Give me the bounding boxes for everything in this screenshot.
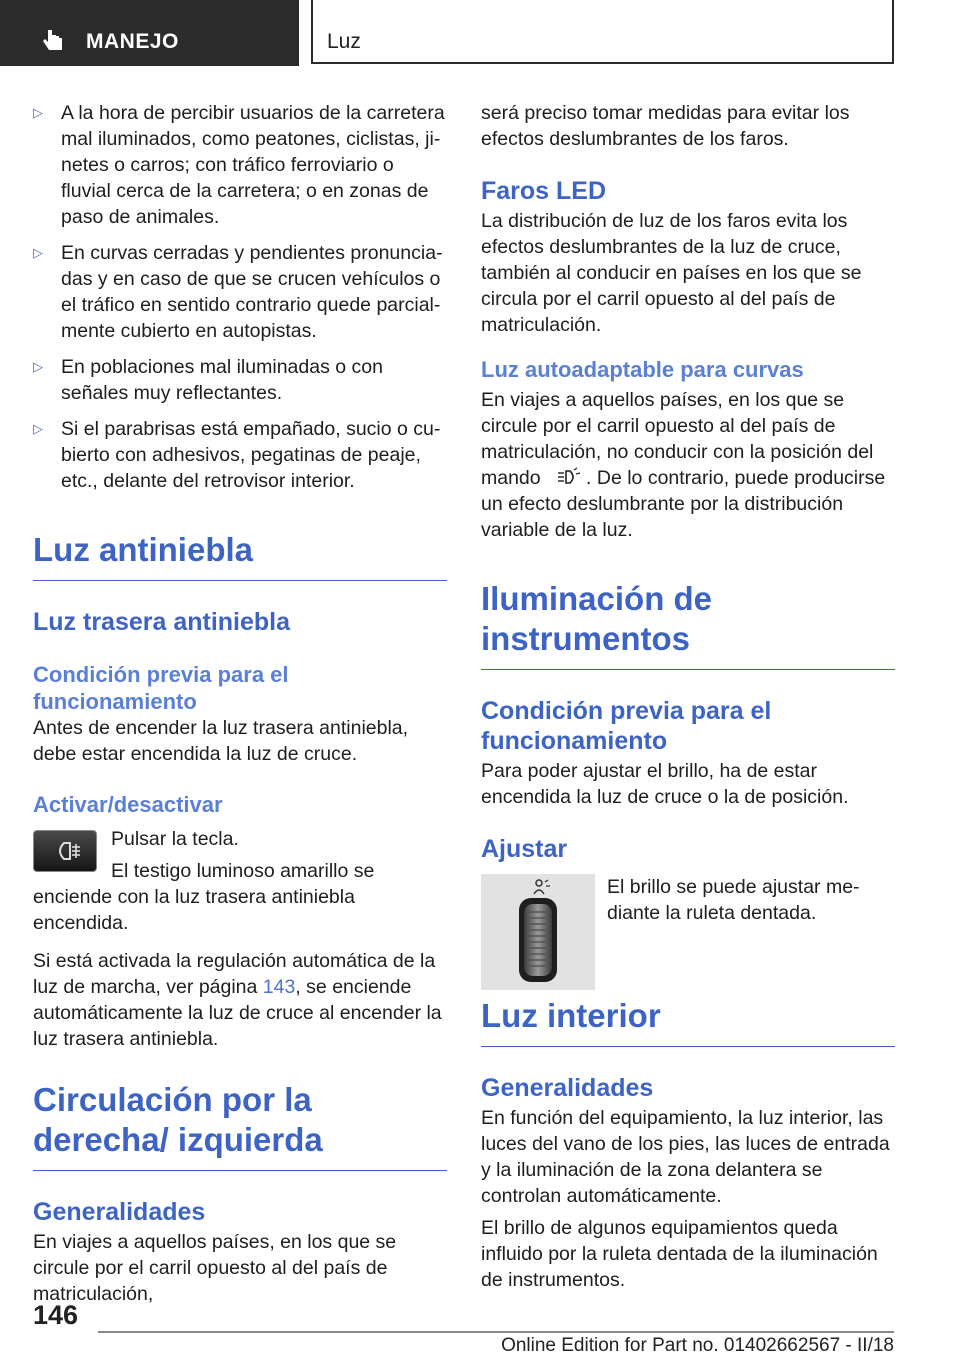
triangle-bullet-icon: ▷ [33, 359, 43, 374]
paragraph-curvas [481, 387, 895, 543]
paragraph-generalidades-2: El brillo de algunos equipamientos queda influido por la ruleta dentada de la iluminación de instrumentos. [481, 1217, 878, 1291]
bullet-item [33, 240, 447, 344]
edition-text: Online Edition for Part no. 01402662567 - II/18 [501, 1335, 894, 1356]
bullet-item [33, 354, 447, 406]
topic-label: Luz [327, 30, 361, 53]
topic-tab[interactable] [311, 0, 894, 64]
paragraph-led: La distribución de luz de los faros evita los efectos deslumbrantes de la luz de cruce, también al conducir en países en los que se circula por el carril opuesto al del país de matriculación. [481, 210, 862, 336]
dimmer-wheel-icon [481, 874, 595, 990]
left-column [33, 100, 447, 1307]
bullet-text: En curvas cerradas y pendientes pronunciadas y en caso de que se crucen vehículos o el tráfico en sentido contrario quede parcialmente cubierto en autopistas. [61, 242, 443, 342]
heading-generalidades-left: Generalidades [33, 1198, 206, 1226]
page-header [0, 0, 960, 66]
paragraph-generalidades-1: En función del equipamiento, la luz interior, las luces del vano de los pies, las luces de entrada y la iluminación de la zona delantera se controlan automáticamente. [481, 1107, 890, 1207]
right-column [481, 100, 895, 1293]
paragraph-pulsar: Pulsar la tecla. [111, 828, 239, 850]
heading-generalidades-right: Generalidades [481, 1074, 654, 1102]
regulacion-text-b: , se enciende automáticamente la luz de cruce al encender la luz trasera antiniebla. [33, 976, 442, 1050]
heading-faros-led: Faros LED [481, 177, 607, 205]
hand-icon [40, 28, 66, 54]
heading-activar-desactivar: Activar/desactivar [33, 792, 223, 817]
heading-luz-antiniebla: Luz antiniebla [33, 530, 447, 581]
curvas-text-b: . De lo contrario, puede producirse un efecto deslumbrante por la distribución variable de la luz. [481, 467, 886, 541]
triangle-bullet-icon: ▷ [33, 421, 43, 436]
paragraph-testigo: El testigo luminoso amarillo se enciende con la luz trasera antiniebla encendida. [33, 860, 375, 934]
light-switch-position-icon [548, 467, 584, 487]
bullet-item [33, 100, 447, 230]
page-reference-link[interactable]: 143 [262, 976, 296, 998]
paragraph-condicion: Antes de encender la luz trasera antiniebla, debe estar encendida la luz de cruce. [33, 717, 409, 765]
dimmer-wheel-image [481, 874, 595, 990]
heading-ajustar: Ajustar [481, 835, 568, 863]
paragraph-regulacion [33, 948, 447, 1052]
paragraph-ajustar: El brillo se puede ajustar mediante la ruleta dentada. [607, 876, 860, 924]
heading-iluminacion-instrumentos: Iluminación de instrumentos [481, 579, 895, 670]
section-tab[interactable] [0, 0, 299, 66]
bullet-text: A la hora de percibir usuarios de la carretera mal iluminados, como peatones, ciclistas, jinetes o carros; con tráfico ferroviario o fluvial cerca de la carretera; o en zonas de paso de animales. [61, 102, 445, 228]
section-label: MANEJO [86, 30, 179, 53]
heading-condicion-previa-right: Condición previa para el funcionamiento [481, 697, 772, 755]
paragraph-viajes: En viajes a aquellos países, en los que se circule por el carril opuesto al del país de matriculación, [33, 1231, 397, 1305]
heading-circulacion: Circulación por la derecha/ izquierda [33, 1080, 447, 1171]
rear-fog-light-icon [34, 831, 96, 871]
triangle-bullet-icon: ▷ [33, 105, 43, 120]
curvas-text-a: En viajes a aquellos países, en los que se circule por el carril opuesto al del país de matriculación, no conducir con la posición del mando [481, 389, 874, 489]
heading-luz-interior: Luz interior [481, 996, 895, 1047]
regulacion-text-a: Si está activada la regulación automática de la luz de marcha, ver página [33, 950, 436, 998]
paragraph-condicion-right: Para poder ajustar el brillo, ha de estar encendida la luz de cruce o la de posición. [481, 760, 849, 808]
bullet-text: En poblaciones mal iluminadas o con señales muy reflectantes. [61, 356, 383, 404]
bullet-item [33, 416, 447, 494]
bullet-text: Si el parabrisas está empañado, sucio o cubierto con adhesivos, pegatinas de peaje, etc., delante del retrovisor interior. [61, 418, 441, 492]
heading-condicion-previa: Condición previa para el funcionamiento [33, 662, 289, 714]
heading-luz-curvas: Luz autoadaptable para curvas [481, 357, 804, 382]
paragraph-continuation: será preciso tomar medidas para evitar los efectos deslumbrantes de los faros. [481, 102, 850, 150]
triangle-bullet-icon: ▷ [33, 245, 43, 260]
page-number: 146 [33, 1300, 79, 1330]
heading-luz-trasera-antiniebla: Luz trasera antiniebla [33, 608, 291, 636]
fog-light-button-image [33, 830, 97, 872]
footer-divider [98, 1331, 894, 1333]
